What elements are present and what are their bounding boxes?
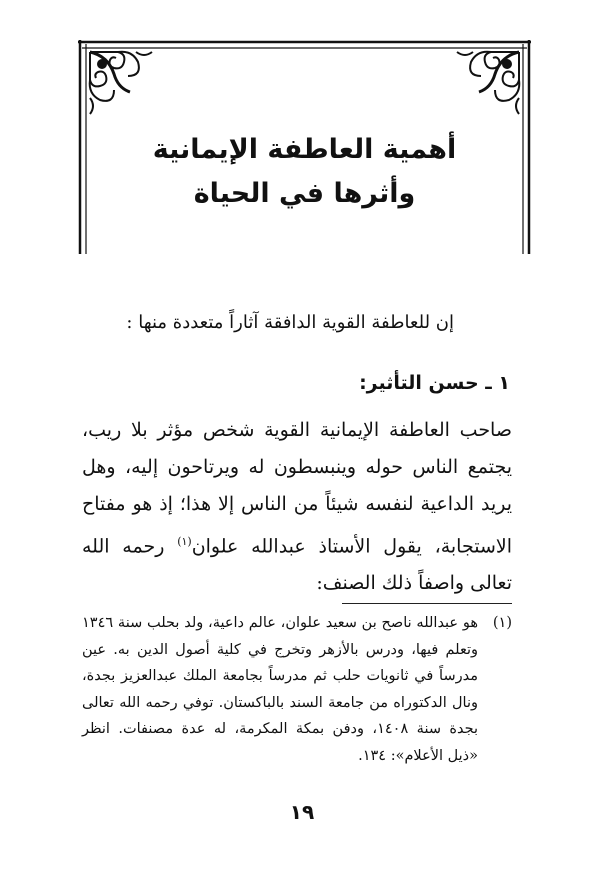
section-heading: ١ ـ حسن التأثير:: [359, 372, 510, 394]
footnote: [82, 610, 512, 769]
body-paragraph: [82, 412, 512, 602]
page-number: ١٩: [289, 800, 315, 824]
paragraph-continuation: رحمه الله تعالى واصفاً ذلك الصنف:: [82, 535, 512, 595]
chapter-title-line-1: أهمية العاطفة الإيمانية: [152, 134, 457, 165]
left-corner-ornament-icon: [90, 52, 152, 114]
footnote-mark: (١): [492, 615, 512, 631]
chapter-title: [78, 128, 531, 216]
right-corner-ornament-icon: [457, 52, 519, 114]
footnote-text: هو عبدالله ناصح بن سعيد علوان، عالم داعية، ولد بحلب سنة ١٣٤٦ وتعلم فيها، ودرس بالأزهر وتخرج في كلية أصول الدين به. عين مدرساً في ثانويات حلب ثم مدرساً بجامعة الملك عبدالعزيز بجدة، ونال الدكتوراه من جامعة السند بالباكستان. توفي رحمه الله تعالى بجدة سنة ١٤٠٨، ودفن بمكة المكرمة، له عدة مصنفات. انظر «ذيل الأعلام»: ١٣٤.: [82, 615, 479, 764]
intro-paragraph: إن للعاطفة القوية الدافقة آثاراً متعددة منها :: [126, 312, 454, 333]
footnote-divider: [342, 603, 512, 604]
paragraph-text: صاحب العاطفة الإيمانية القوية شخص مؤثر بلا ريب، يجتمع الناس حوله وينبسطون له ويرتاحون إليه، وهل يريد الداعية لنفسه شيئاً من الناس إلا هذا؛ إذ هو مفتاح الاستجابة، يقول الأستاذ عبدالله علوان: [82, 419, 512, 558]
chapter-title-line-2: وأثرها في الحياة: [193, 178, 416, 209]
footnote-reference[interactable]: (١): [177, 535, 192, 548]
